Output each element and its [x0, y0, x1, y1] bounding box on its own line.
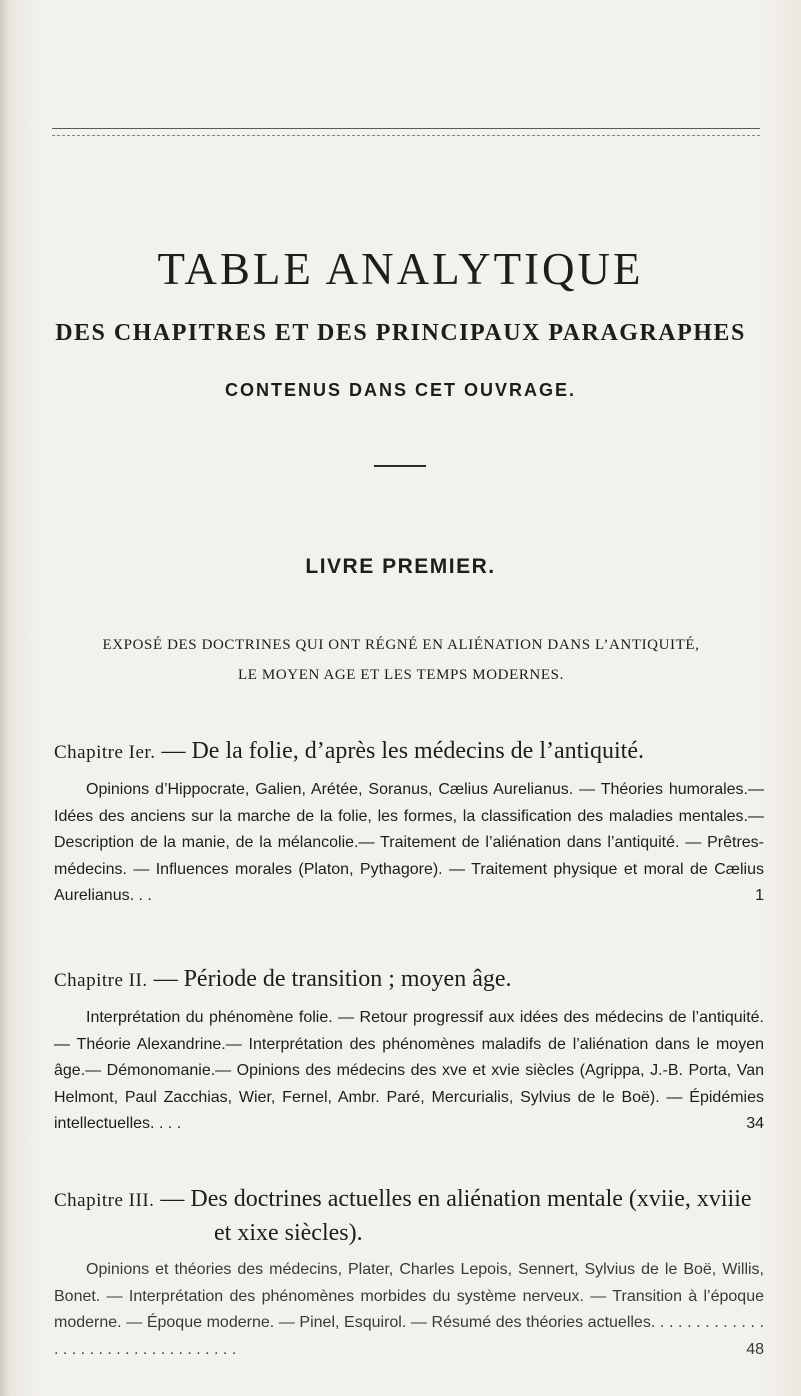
summary-text: Opinions et théories des médecins, Plater, Charles Lepois, Sennert, Sylvius de le Boë, Willis, Bonet. — Interprétation des phénomènes morbides du système nerveux. — Transition à l’époque moderne. — Époque moderne. — Pinel, Esquirol. — Résumé des théories actuelles. . . . . . . . . . . . . . . . . . . . . . . . . . . . . . . . . . — [54, 1261, 764, 1358]
chapter-entry-2 — [54, 963, 764, 1138]
chapter-label: Chapitre II. — [54, 970, 148, 991]
page-number: 1 — [755, 887, 764, 904]
book-title: LIVRE PREMIER. — [305, 555, 496, 578]
subtitle-chapters: DES CHAPITRES ET DES PRINCIPAUX PARAGRAPHES — [55, 320, 746, 346]
chapter-title: — Période de transition ; moyen âge. — [153, 966, 512, 992]
chapter-entry-1 — [54, 735, 764, 910]
summary-text: Interprétation du phénomène folie. — Retour progressif aux idées des médecins de l’antiquité.— Théorie Alexandrine.— Interprétation des phénomènes maladifs de l’aliénation dans le moyen âge.— Démonomanie.— Opinions des médecins des xve et xvie siècles (Agrippa, J.-B. Porta, Van Helmont, Paul Zacchias, Wier, Fernel, Ambr. Paré, Mercurialis, Sylvius de le Boë). — Épidémies intellectuelles. . . . — [54, 1009, 764, 1132]
chapter-summary — [54, 1257, 764, 1363]
chapter-summary — [54, 777, 764, 910]
page-number: 34 — [746, 1115, 764, 1132]
chapter-heading — [54, 963, 764, 997]
chapter-entry-3 — [54, 1183, 764, 1363]
chapter-label: Chapitre Ier. — [54, 742, 156, 763]
chapter-title: — De la folie, d’après les médecins de l’antiquité. — [161, 738, 644, 764]
book-expose-line2: LE MOYEN AGE ET LES TEMPS MODERNES. — [238, 667, 564, 683]
chapter-heading — [54, 735, 764, 769]
top-rule — [52, 128, 760, 129]
summary-text: Opinions d’Hippocrate, Galien, Arétée, Soranus, Cælius Aurelianus. — Théories humorales.— Idées des anciens sur la marche de la folie, les formes, la classification des maladies mentales.— Description de la manie, de la mélancolie.— Traitement de l’aliénation dans l’antiquité. — Prêtres-médecins. — Influences morales (Platon, Pythagore). — Traitement physique et moral de Cælius Aurelianus. . . — [54, 781, 764, 904]
page-title: TABLE ANALYTIQUE — [157, 244, 644, 294]
chapter-summary — [54, 1005, 764, 1138]
page-edge-shadow — [0, 0, 10, 1396]
top-rule-dashed — [52, 135, 760, 136]
subtitle-contents: CONTENUS DANS CET OUVRAGE. — [224, 380, 577, 400]
chapter-label: Chapitre III. — [54, 1190, 155, 1211]
chapter-heading — [54, 1183, 764, 1249]
chapter-title: — Des doctrines actuelles en aliénation mentale (xviie, xviiie et xixe siècles). — [160, 1186, 752, 1246]
page-number: 48 — [746, 1340, 764, 1358]
section-divider — [374, 465, 426, 467]
book-expose-line1: EXPOSÉ DES DOCTRINES QUI ONT RÉGNÉ EN ALIÉNATION DANS L’ANTIQUITÉ, — [102, 637, 700, 653]
